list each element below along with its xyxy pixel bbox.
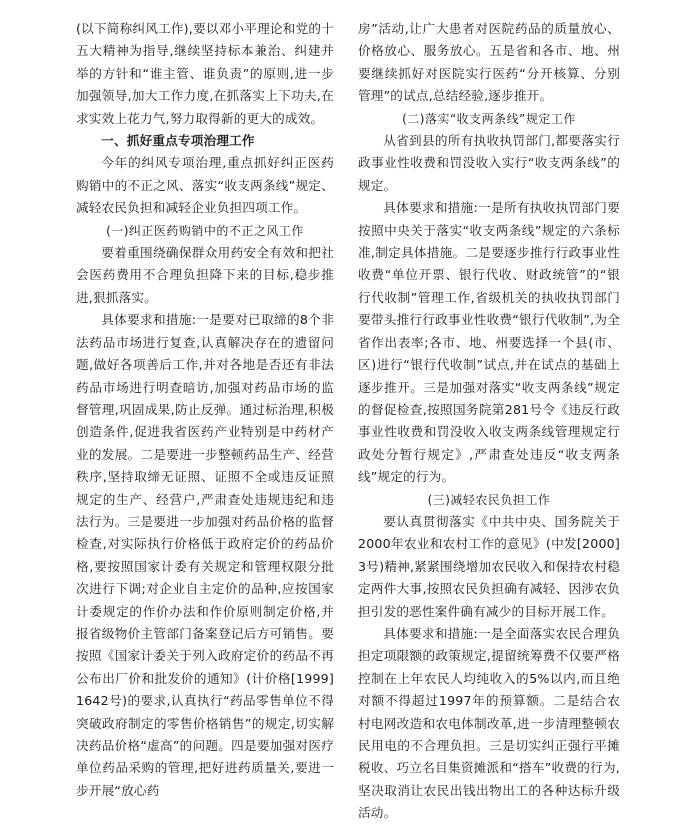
subsection-heading: (二)落实“收支两条线”规定工作 bbox=[402, 111, 576, 126]
paragraph: 具体要求和措施:一是所有执收执罚部门要按照中央关于落实“收支两条线”规定的六条标准,制定具体措施。二是要逐步推行行政事业性收费“单位开票、银行代收、财政统管”的“银行代收制”管理工作,省级机关的执收执罚部门要带头推行行政事业性收费“银行代收制”,为全省作出表率;各市、地、州要选择一个县(市、区)进行“银行代收制”试点,并在试点的基础上逐步推开。三是加强对落实“收支两条线”规定的督促检查,按照国务院第281号令《违反行政事业性收费和罚没收入收支两条线管理规定行政处分暂行规定》,严肃查处违反“收支两条线”规定的行为。 bbox=[358, 200, 620, 485]
subsection-heading: (三)减轻农民负担工作 bbox=[427, 492, 551, 507]
paragraph: (以下简称纠风工作),要以邓小平理论和党的十五大精神为指导,继续坚持标本兼治、纠建并举的方针和“谁主管、谁负责”的原则,进一步加强领导,加大工作力度,在抓落实上下功夫,在求实效上花力气,努力取得新的更大的成效。 bbox=[76, 21, 334, 126]
section-heading: 一、抓好重点专项治理工作 bbox=[101, 133, 255, 149]
paragraph: 要认真贯彻落实《中共中央、国务院关于2000年农业和农村工作的意见》(中发[2000]3号)精神,紧紧围绕增加农民收入和保持农村稳定两件大事,按照农民负担确有减轻、因涉农负担引发的恶性案件确有减少的目标开展工作。 bbox=[358, 513, 620, 619]
paragraph: 具体要求和措施:一是要对已取缔的8个非法药品市场进行复查,认真解决存在的遗留问题,做好各项善后工作,并对各地是否还有非法药品市场进行明查暗访,加强对药品市场的监督管理,巩固成果,防止反弹。通过标治理,积极创造条件,促进我省医药产业特别是中药材产业的发展。二是要进一步整顿药品生产、经营秩序,坚持取缔无证照、证照不全或违反证照规定的生产、经营户,严肃查处违规违纪和违法行为。三是要进一步加强对药品价格的监督检查,对实际执行价格低于政府定价的药品价格,要按照国家计委有关规定和管理权限分批次进行下调;对企业自主定价的品种,应按国家计委规定的作价办法和作价原则制定价格,并报省级物价主管部门备案登记后方可销售。要按照《国家计委关于列入政府定价的药品不再公布出厂价和批发价的通知》(计价格[1999]1642号)的要求,认真执行“药品零售单位不得突破政府制定的零售价格销售”的规定,切实解决药品价格“虚高”的问题。四是要加强对医疗单位药品采购的管理,把好进药质量关,要进一步开展“放心药 bbox=[76, 312, 334, 798]
subsection-heading: (一)纠正医药购销中的不正之风工作 bbox=[106, 223, 304, 238]
paragraph: 今年的纠风专项治理,重点抓好纠正医药购销中的不正之风、落实“收支两条线”规定、减轻农民负担和减轻企业负担四项工作。 bbox=[76, 155, 334, 216]
paragraph: 要着重围绕确保群众用药安全有效和把社会医药费用不合理负担降下来的目标,稳步推进,狠抓落实。 bbox=[76, 245, 334, 305]
paragraph: 房”活动,让广大患者对医院药品的质量放心、价格放心、服务放心。五是省和各市、地、州要继续抓好对医院实行医药“分开核算、分别管理”的试点,总结经验,逐步推开。 bbox=[358, 21, 620, 104]
right-column bbox=[358, 18, 620, 825]
left-column bbox=[76, 18, 334, 802]
paragraph: 具体要求和措施:一是全面落实农民合理负担定项限额的政策规定,提留统筹费不仅要严格控制在上年农民人均纯收入的5%以内,而且绝对额不得超过1997年的预算额。二是结合农村电网改造和农电体制改革,进一步清理整顿农民用电的不合理负担。三是切实纠正强行平摊税收、巧立名目集资摊派和“搭车”收费的行为,坚决取消让农民出钱出物出工的各种达标升级活动。 bbox=[358, 625, 620, 821]
paragraph: 从省到县的所有执收执罚部门,都要落实行政事业性收费和罚没收入实行“收支两条线”的规定。 bbox=[358, 133, 620, 193]
